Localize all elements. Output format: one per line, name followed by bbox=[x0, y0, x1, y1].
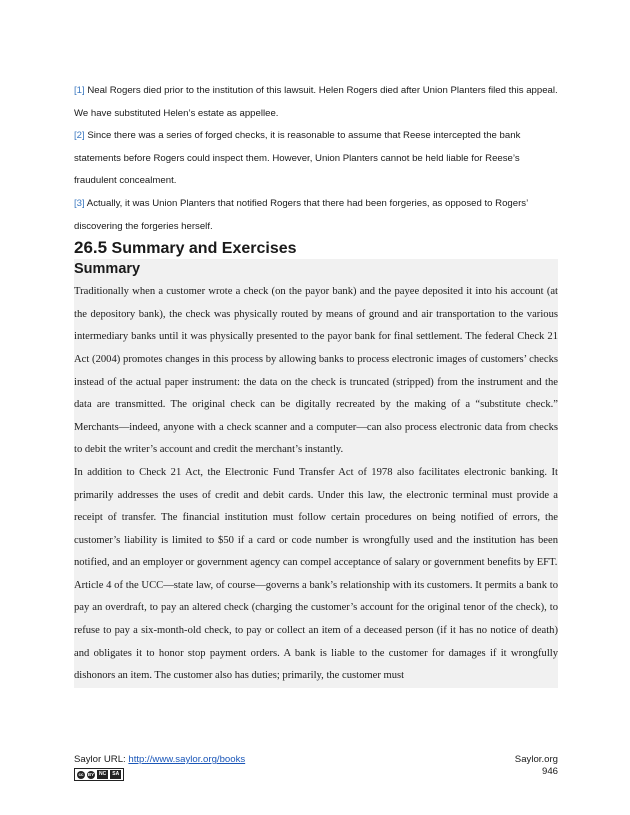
footnote-text-3: Actually, it was Union Planters that notified Rogers that there had been forgeries, as opposed to Rogers’ discovering the forgeries herself. bbox=[74, 197, 528, 232]
footer-url-label: Saylor URL: bbox=[74, 754, 129, 765]
section-number: 26.5 bbox=[74, 238, 108, 258]
section-heading bbox=[74, 238, 558, 259]
footnote-2 bbox=[74, 125, 558, 193]
cc-icon: cc bbox=[78, 771, 84, 777]
summary-paragraph-2: In addition to Check 21 Act, the Electronic Fund Transfer Act of 1978 also facilitates electronic banking. It primarily addresses the uses of credit and debit cards. Under this law, the electronic terminal must provide a receipt of transfer. The financial institution must follow certain procedures on being notified of errors, the customer’s liability is limited to $50 if a card or code number is wrongfully used and the institution has been notified, and an employer or government agency can compel acceptance of salary or government benefits by EFT. bbox=[74, 466, 558, 569]
footnote-ref-2[interactable]: [2] bbox=[74, 130, 85, 142]
cc-by-icon: BY bbox=[87, 771, 95, 777]
footer-left bbox=[74, 754, 245, 781]
summary-block bbox=[74, 259, 558, 688]
footnote-ref-3[interactable]: [3] bbox=[74, 197, 85, 209]
creative-commons-license-icon[interactable] bbox=[74, 768, 124, 781]
footnote-ref-1[interactable]: [1] bbox=[74, 85, 85, 96]
footnote-text-1: Neal Rogers died prior to the institution of this lawsuit. Helen Rogers died after Union Planters filed this appeal. We have substituted Helen’s estate as appellee. bbox=[74, 85, 558, 119]
footer-right bbox=[515, 754, 558, 778]
footer-site: Saylor.org bbox=[514, 754, 558, 765]
subsection-heading: Summary bbox=[74, 261, 141, 278]
page-content bbox=[74, 80, 558, 688]
page-number: 946 bbox=[541, 766, 558, 777]
footnotes bbox=[74, 80, 558, 238]
footnote-3 bbox=[74, 193, 558, 238]
saylor-books-link[interactable]: http://www.saylor.org/books bbox=[128, 754, 246, 765]
cc-nc-label: NC bbox=[99, 771, 107, 777]
footnote-text-2: Since there was a series of forged checks, it is reasonable to assume that Reese intercepted the bank statements before Rogers could inspect them. However, Union Planters cannot be held liable for Reese’s fraudulent concealment. bbox=[74, 130, 521, 187]
section-title: Summary and Exercises bbox=[107, 240, 297, 258]
summary-paragraph-3: Article 4 of the UCC—state law, of course—governs a bank’s relationship with its customers. It permits a bank to pay an overdraft, to pay an altered check (charging the customer’s account for the original tenor of the check), to refuse to pay a six-month-old check, to pay or collect an item of a deceased person (if it has no notice of death) and obligates it to honor stop payment orders. A bank is liable to the customer for damages if it wrongfully dishonors an item. The customer also has duties; primarily, the customer must bbox=[74, 579, 558, 682]
footnote-1 bbox=[74, 80, 558, 125]
summary-paragraph-1: Traditionally when a customer wrote a check (on the payor bank) and the payee deposited it into his account (at the depository bank), the check was physically routed by means of ground and air transportation to the various intermediary banks until it was physically presented to the payor bank for final settlement. The federal Check 21 Act (2004) promotes changes in this process by allowing banks to process electronic images of customers’ checks instead of the actual paper instrument: the data on the check is truncated (stripped) from the instrument and the data are transmitted. The original check can be digitally recreated by the making of a “substitute check.” Merchants—indeed, anyone with a check scanner and a computer—can also process electronic data from checks to debit the writer’s account and credit the merchant’s instantly. bbox=[74, 286, 558, 456]
cc-sa-label: SA bbox=[112, 771, 120, 777]
